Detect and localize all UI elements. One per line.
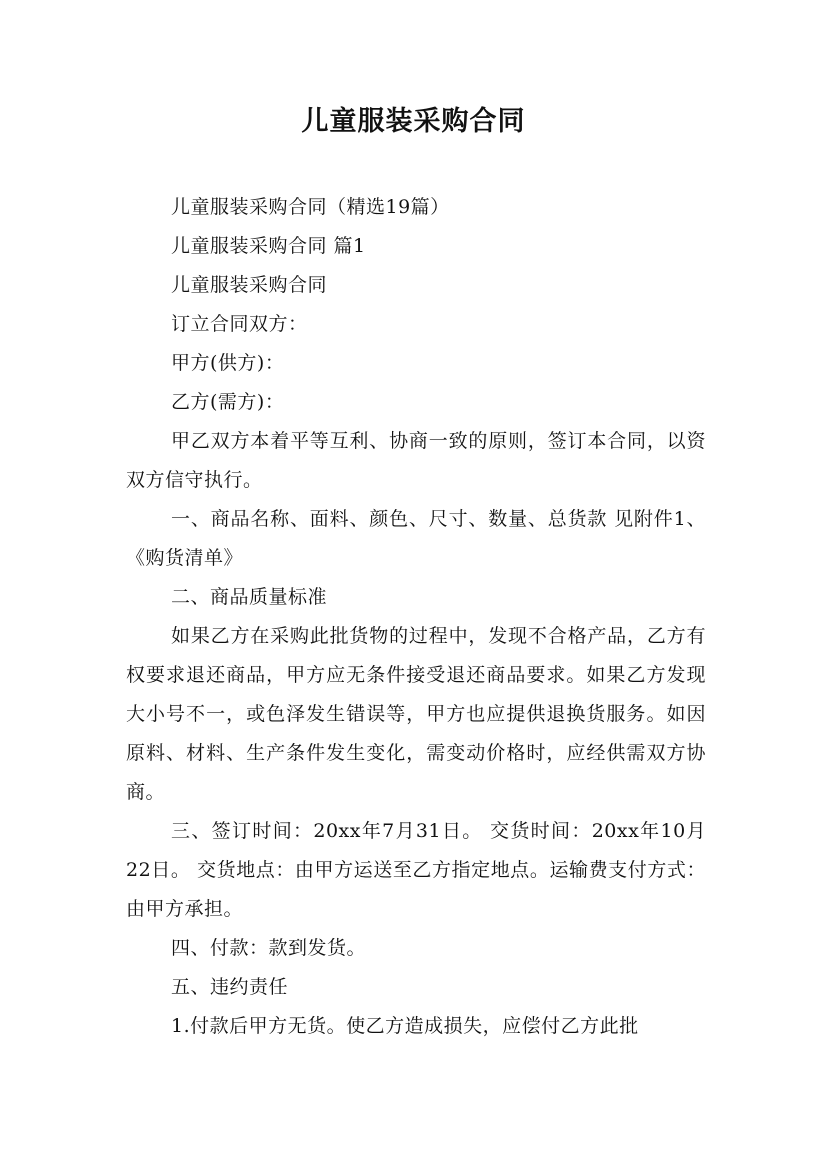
paragraph-clause-3: 三、签订时间：20xx年7月31日。 交货时间：20xx年10月22日。 交货地点：由甲方运送至乙方指定地点。运输费支付方式：由甲方承担。 <box>126 820 706 920</box>
paragraph-clause-4: 四、付款：款到发货。 <box>171 937 367 959</box>
document-title: 儿童服装采购合同 <box>301 106 526 137</box>
paragraph-party-a: 甲方(供方)： <box>171 352 285 374</box>
paragraph-section-heading: 儿童服装采购合同 篇1 <box>171 235 366 257</box>
paragraph-clause-2-body: 如果乙方在采购此批货物的过程中，发现不合格产品，乙方有权要求退还商品，甲方应无条件接受退还商品要求。如果乙方发现大小号不一，或色泽发生错误等，甲方也应提供退换货服务。如因原料、材料、生产条件发生变化，需变动价格时，应经供需双方协商。 <box>126 625 706 803</box>
paragraph-party-b: 乙方(需方)： <box>171 391 285 413</box>
paragraph-clause-1: 一、商品名称、面料、颜色、尺寸、数量、总货款 见附件1、《购货清单》 <box>126 508 706 569</box>
paragraph-clause-5-item-1: 1.付款后甲方无货。使乙方造成损失，应偿付乙方此批 <box>171 1015 639 1037</box>
paragraph-contract-name: 儿童服装采购合同 <box>171 274 328 296</box>
paragraph-parties-label: 订立合同双方： <box>171 313 308 335</box>
paragraph-subtitle: 儿童服装采购合同（精选19篇） <box>171 196 450 218</box>
paragraph-clause-2-heading: 二、商品质量标准 <box>171 586 328 608</box>
paragraph-preamble: 甲乙双方本着平等互利、协商一致的原则，签订本合同，以资双方信守执行。 <box>126 430 706 491</box>
paragraph-clause-5-heading: 五、违约责任 <box>171 976 289 998</box>
document-body <box>126 188 706 1046</box>
